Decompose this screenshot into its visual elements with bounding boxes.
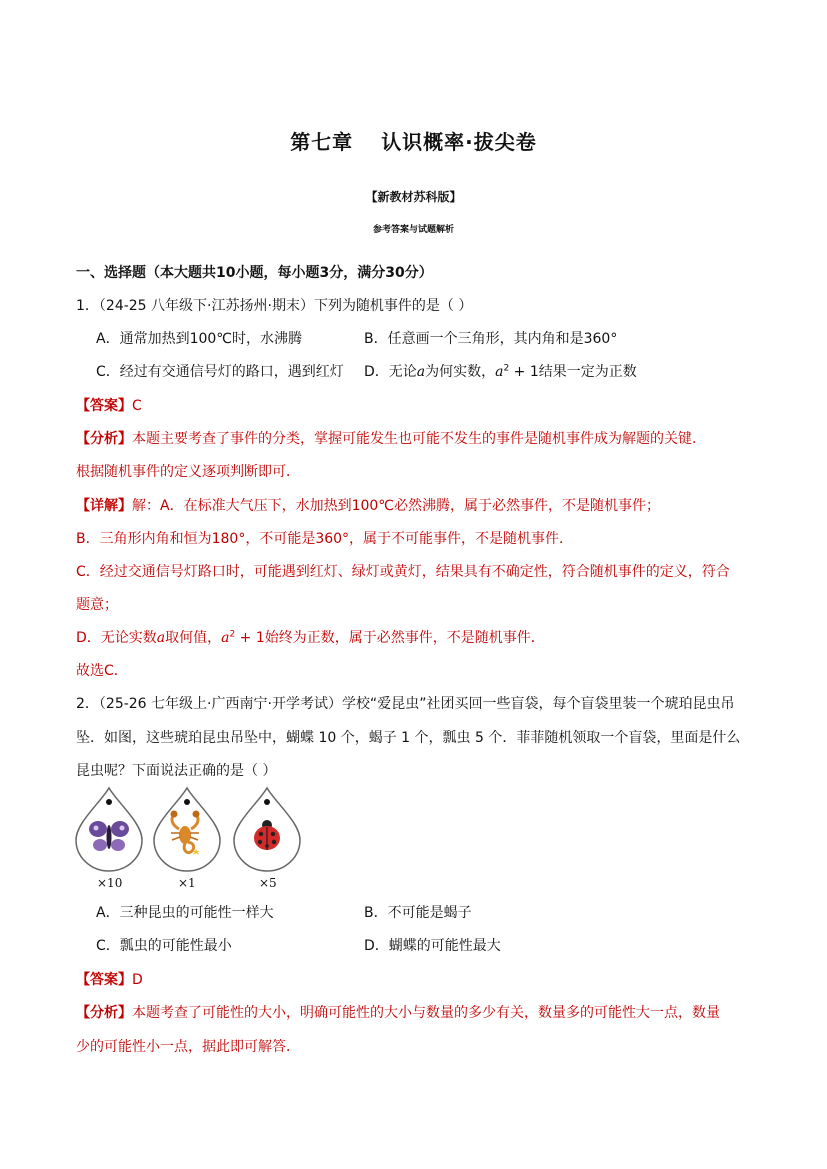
q1-stem: 1．（24-25 八年级下·江苏扬州·期末）下列为随机事件的是（ ） bbox=[76, 298, 473, 314]
butterfly-icon bbox=[89, 821, 129, 851]
edition-label: 【新教材苏科版】 bbox=[365, 190, 462, 204]
q2-analysis-line-1: 【分析】本题考查了可能性的大小，明确可能性的大小与数量的多少有关，数量多的可能性大一点，数量 bbox=[76, 1005, 720, 1021]
q2-option-b: B．不可能是蝎子 bbox=[364, 905, 472, 921]
q1-detail-c-line-1: C．经过交通信号灯路口时，可能遇到红灯、绿灯或黄灯，结果具有不确定性，符合随机事件的定义，符合 bbox=[76, 564, 730, 580]
page-title bbox=[0, 126, 827, 155]
q1-option-d: D．无论a为何实数，$a^2 + 1$结果一定为正数 bbox=[364, 363, 637, 380]
q2-stem-line-2: 坠．如图，这些琥珀昆虫吊坠中，蝴蝶 10 个，蝎子 1 个，瓢虫 5 个．菲菲随机领取一个盲袋，里面是什么 bbox=[76, 730, 741, 746]
ladybug-count: ×5 bbox=[259, 876, 277, 890]
scorpion-pendant bbox=[152, 785, 222, 873]
q1-option-c: C．经过有交通信号灯的路口，遇到红灯 bbox=[96, 364, 344, 380]
q2-stem-line-1: 2．（25-26 七年级上·广西南宁·开学考试）学校“爱昆虫”社团买回一些盲袋，每个盲袋里装一个琥珀昆虫吊 bbox=[76, 696, 735, 712]
q1-detail-b: B．三角形内角和恒为180°，不可能是360°，属于不可能事件，不是随机事件． bbox=[76, 531, 574, 547]
section-heading: 一、选择题（本大题共10小题，每小题3分，满分30分） bbox=[76, 265, 433, 281]
q1-detail-c-line-2: 题意； bbox=[76, 597, 118, 613]
q1-analysis-line-2: 根据随机事件的定义逐项判断即可． bbox=[76, 464, 300, 480]
q1-answer: 【答案】C bbox=[76, 398, 142, 414]
q1-option-a: A．通常加热到100℃时，水沸腾 bbox=[96, 331, 303, 347]
q1-option-b: B．任意画一个三角形，其内角和是360° bbox=[364, 331, 618, 347]
q2-option-a: A．三种昆虫的可能性一样大 bbox=[96, 905, 274, 921]
q2-option-c: C．瓢虫的可能性最小 bbox=[96, 938, 232, 954]
q1-detail-d: D．无论实数a取何值，$a^2 + 1$始终为正数，属于必然事件，不是随机事件． bbox=[76, 629, 545, 646]
q2-stem-line-3: 昆虫呢？下面说法正确的是（ ） bbox=[76, 763, 277, 779]
page-subtitle: 参考答案与试题解析 bbox=[372, 225, 454, 235]
q2-option-d: D．蝴蝶的可能性最大 bbox=[364, 938, 501, 954]
q2-answer: 【答案】D bbox=[76, 972, 143, 988]
butterfly-pendant bbox=[74, 785, 144, 873]
chapter-number: 第七章 bbox=[290, 130, 354, 154]
q1-analysis-line-1: 【分析】本题主要考查了事件的分类，掌握可能发生也可能不发生的事件是随机事件成为解题的关键． bbox=[76, 431, 706, 447]
butterfly-count: ×10 bbox=[97, 876, 123, 890]
chapter-topic: 认识概率·拔尖卷 bbox=[381, 130, 537, 154]
scorpion-count: ×1 bbox=[178, 876, 196, 890]
q2-analysis-line-2: 少的可能性小一点，据此即可解答． bbox=[76, 1039, 300, 1055]
q1-conclusion: 故选C． bbox=[76, 663, 128, 679]
q1-detail-a: 【详解】解：A．在标准大气压下，水加热到100℃必然沸腾，属于必然事件，不是随机事件； bbox=[76, 498, 661, 514]
ladybug-pendant bbox=[232, 785, 302, 873]
